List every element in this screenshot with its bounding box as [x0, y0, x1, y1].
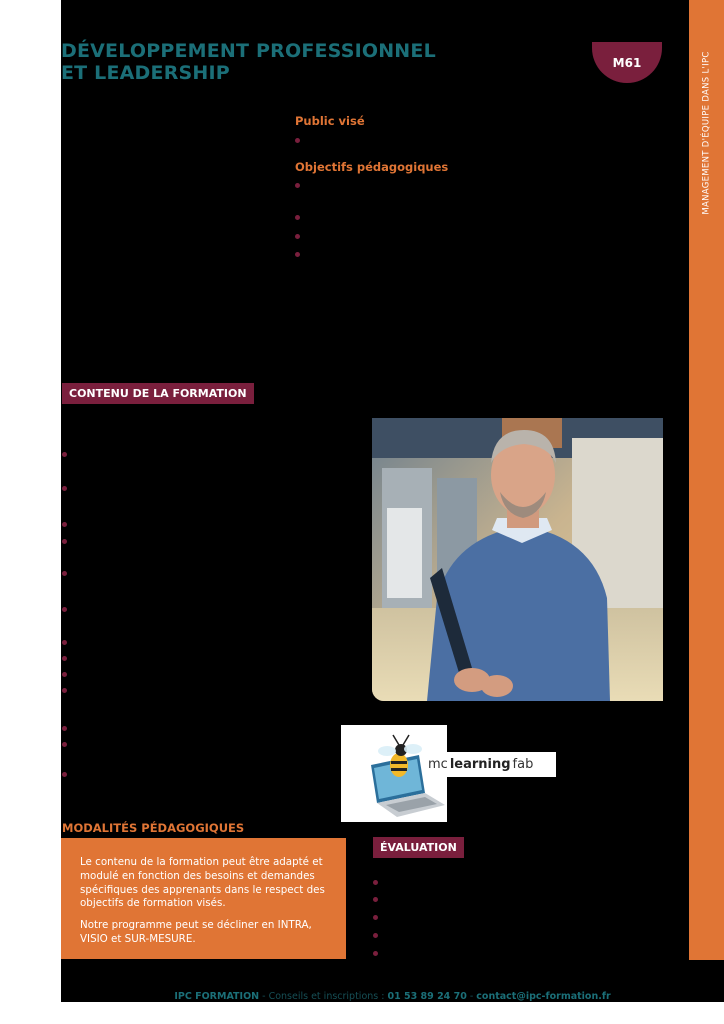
contenu-bullet [62, 522, 67, 527]
page-title [61, 40, 481, 84]
modalites-box [61, 838, 346, 959]
side-category-text: MANAGEMENT D'ÉQUIPE DANS L'IPC [701, 50, 712, 215]
contenu-bullet [62, 772, 67, 777]
learning-fab-logo [426, 752, 556, 777]
contenu-bullet [62, 571, 67, 576]
contenu-bullet [62, 539, 67, 544]
logo-text-fab: fab [512, 757, 534, 772]
logo-text-learning: learning [449, 757, 511, 772]
contenu-bullet [62, 688, 67, 693]
contenu-bullet [62, 607, 67, 612]
modalites-paragraph-2: Notre programme peut se décliner en INTRA, VISIO et SUR-MESURE. [80, 919, 312, 945]
footer-middle-text: - Conseils et inscriptions : [259, 991, 388, 1002]
side-category-label [689, 0, 724, 265]
modalites-heading: MODALITÉS PÉDAGOGIQUES [62, 821, 245, 835]
evaluation-bullet [373, 880, 378, 885]
evaluation-bullet [373, 897, 378, 902]
objectifs-heading: Objectifs pédagogiques [295, 160, 449, 174]
evaluation-bullet [373, 951, 378, 956]
public-bullet [295, 138, 300, 143]
evaluation-heading: ÉVALUATION [373, 837, 464, 858]
evaluation-bullet [373, 933, 378, 938]
footer-separator: - [466, 991, 477, 1002]
logo-text-mc: mc [428, 757, 448, 772]
footer-email: contact@ipc-formation.fr [476, 991, 611, 1002]
contenu-bullet [62, 656, 67, 661]
footer-org: IPC FORMATION [174, 991, 260, 1002]
title-line-2: ET LEADERSHIP [61, 62, 230, 84]
title-line-1: DÉVELOPPEMENT PROFESSIONNEL [61, 40, 436, 62]
module-code-badge: M61 [592, 42, 662, 83]
contenu-bullet [62, 742, 67, 747]
objectif-bullet [295, 252, 300, 257]
contenu-bullet [62, 486, 67, 491]
evaluation-bullet [373, 915, 378, 920]
contenu-bullet [62, 452, 67, 457]
objectif-bullet [295, 215, 300, 220]
footer [61, 991, 724, 1002]
contenu-bullet [62, 672, 67, 677]
contenu-heading: CONTENU DE LA FORMATION [62, 383, 254, 404]
objectif-bullet [295, 183, 300, 188]
man-portrait-photo [372, 418, 663, 701]
public-heading: Public visé [295, 114, 365, 128]
contenu-bullet [62, 640, 67, 645]
objectif-bullet [295, 234, 300, 239]
footer-phone: 01 53 89 24 70 [387, 991, 467, 1002]
contenu-bullet [62, 726, 67, 731]
modalites-paragraph-1: Le contenu de la formation peut être adapté et modulé en fonction des besoins et demandes spécifiques des apprenants dans le respect des objectifs de formation visés. [80, 856, 325, 910]
